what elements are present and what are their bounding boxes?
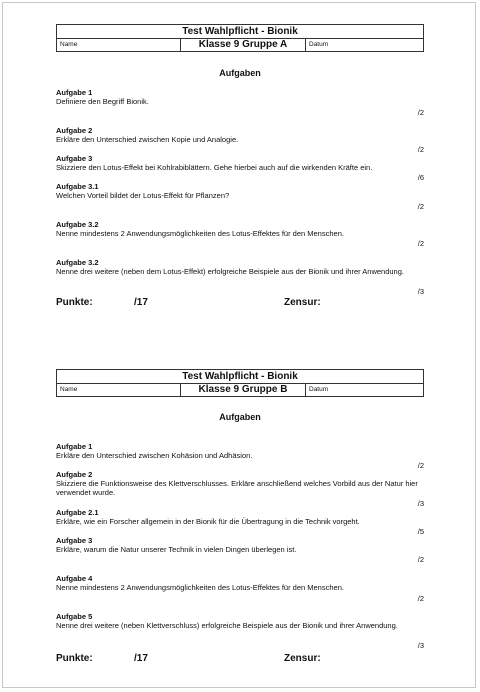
grade-label: Zensur: (284, 297, 321, 308)
task-item (56, 574, 424, 592)
points-total: /17 (134, 297, 148, 308)
task-title: Aufgabe 2 (56, 126, 93, 135)
task-text: Skizziere den Lotus-Effekt bei Kohlrabiblättern. Gehe hierbei auch auf die wirkenden Kräfte ein. (56, 163, 373, 172)
points-label: Punkte: (56, 653, 93, 664)
task-text: Nenne drei weitere (neben Klettverschluss) erfolgreiche Beispiele aus der Bionik und ihrer Anwendung. (56, 621, 398, 630)
task-item (56, 508, 424, 526)
tasks-heading: Aufgaben (219, 68, 261, 78)
task-text: Erkläre den Unterschied zwischen Kohäsion und Adhäsion. (56, 451, 253, 460)
task-points: /2 (417, 108, 424, 117)
date-label: Datum (309, 386, 329, 393)
test-header (56, 369, 424, 397)
task-text: Welchen Vorteil bildet der Lotus-Effekt für Pflanzen? (56, 191, 230, 200)
task-text: Definiere den Begriff Bionik. (56, 97, 149, 106)
task-title: Aufgabe 2 (56, 470, 93, 479)
task-text: Nenne drei weitere (neben dem Lotus-Effekt) erfolgreiche Beispiele aus der Bionik und ihrer Anwendung. (56, 267, 404, 276)
task-points: /3 (417, 287, 424, 296)
date-label: Datum (309, 41, 329, 48)
task-points: /6 (417, 173, 424, 182)
grade-label: Zensur: (284, 653, 321, 664)
task-title: Aufgabe 3 (56, 154, 93, 163)
task-item (56, 220, 424, 238)
task-points: /2 (417, 202, 424, 211)
test-title: Test Wahlpflicht - Bionik (57, 25, 423, 39)
points-label: Punkte: (56, 297, 93, 308)
points-total: /17 (134, 653, 148, 664)
task-text: Erkläre, wie ein Forscher allgemein in der Bionik für die Übertragung in die Technik vorgeht. (56, 517, 360, 526)
test-sheet-a (56, 24, 424, 308)
task-item (56, 612, 424, 630)
task-item (56, 442, 424, 460)
task-title: Aufgabe 1 (56, 442, 93, 451)
task-points: /3 (417, 641, 424, 650)
task-text: Erkläre den Unterschied zwischen Kopie und Analogie. (56, 135, 239, 144)
task-title: Aufgabe 3 (56, 536, 93, 545)
task-points: /2 (417, 239, 424, 248)
task-text: Nenne mindestens 2 Anwendungsmöglichkeiten des Lotus-Effektes für den Menschen. (56, 583, 344, 592)
task-points: /2 (417, 461, 424, 470)
task-points: /2 (417, 145, 424, 154)
task-text: Erkläre, warum die Natur unserer Technik in vielen Dingen überlegen ist. (56, 545, 297, 554)
test-header (56, 24, 424, 52)
task-item (56, 258, 424, 276)
task-item (56, 88, 424, 106)
task-item (56, 536, 424, 554)
task-title: Aufgabe 3.2 (56, 258, 99, 267)
task-title: Aufgabe 1 (56, 88, 93, 97)
task-title: Aufgabe 3.1 (56, 182, 99, 191)
task-item (56, 470, 424, 497)
task-points: /2 (417, 555, 424, 564)
task-title: Aufgabe 3.2 (56, 220, 99, 229)
task-title: Aufgabe 5 (56, 612, 93, 621)
task-title: Aufgabe 4 (56, 574, 93, 583)
class-label: Klasse 9 Gruppe B (181, 384, 306, 396)
tasks-heading: Aufgaben (219, 412, 261, 422)
task-title: Aufgabe 2.1 (56, 508, 99, 517)
name-label: Name (57, 39, 181, 51)
test-title: Test Wahlpflicht - Bionik (57, 370, 423, 384)
name-label: Name (57, 384, 181, 396)
class-label: Klasse 9 Gruppe A (181, 39, 306, 51)
task-item (56, 126, 424, 144)
task-points: /3 (417, 499, 424, 508)
task-points: /2 (417, 594, 424, 603)
task-text: Skizziere die Funktionsweise des Klettverschlusses. Erkläre anschließend welches Vorbild aus der Natur hier verwendet wurde. (56, 479, 418, 497)
task-item (56, 182, 424, 200)
task-text: Nenne mindestens 2 Anwendungsmöglichkeiten des Lotus-Effektes für den Menschen. (56, 229, 344, 238)
task-item (56, 154, 424, 172)
test-sheet-b (56, 369, 424, 664)
task-points: /5 (417, 527, 424, 536)
